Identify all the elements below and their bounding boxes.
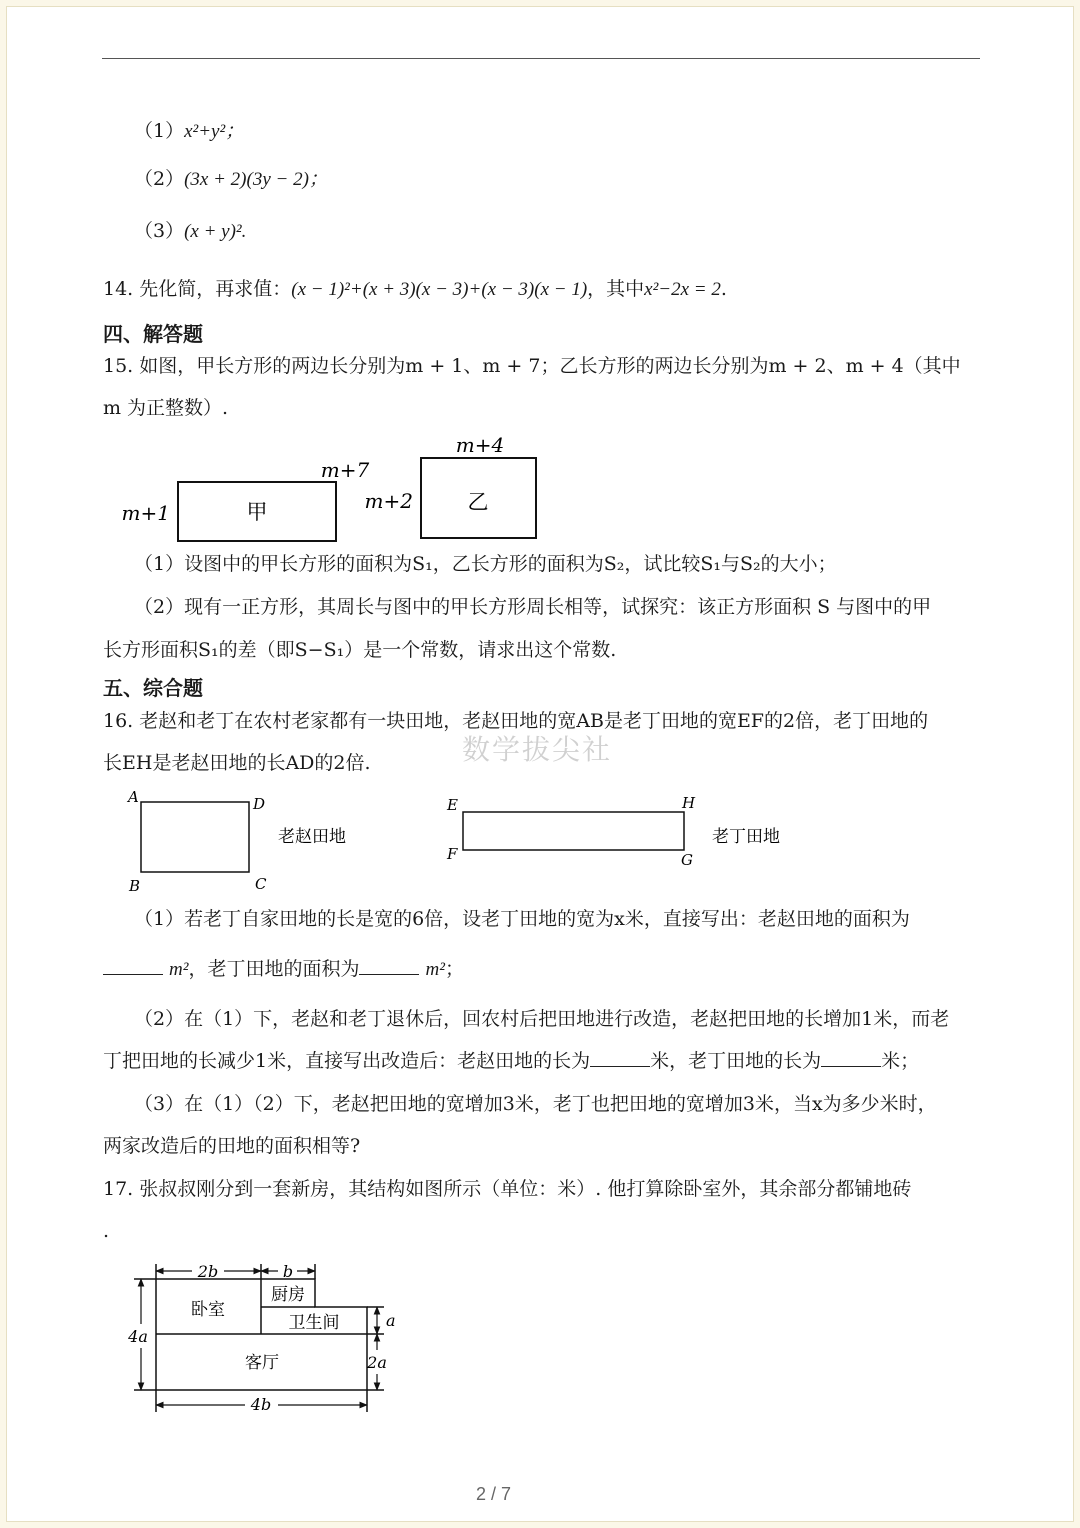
answer-blank-ding-area[interactable]	[359, 956, 419, 975]
plan-dim-4a: 4a	[128, 1327, 148, 1346]
q15-sub-2-line-1: （2）现有一正方形，其周长与图中的甲长方形周长相等，试探究：该正方形面积 S 与图中的甲	[134, 596, 932, 618]
plan-room-living: 客厅	[245, 1353, 279, 1373]
watermark: 数学拔尖社	[462, 733, 613, 766]
fig-yi-label: 乙	[467, 490, 489, 514]
q15-line-2: m 为正整数）.	[103, 397, 229, 419]
plan-dim-2a: 2a	[367, 1353, 387, 1372]
q13-item-1: （1）x²+y²；	[134, 120, 245, 142]
fig-vertex-e: E	[447, 796, 458, 814]
answer-blank-zhao-area[interactable]	[103, 956, 163, 975]
q16-line-2: 长EH是老赵田地的长AD的2倍.	[103, 752, 371, 774]
q17-line-1: 17. 张叔叔刚分到一套新房，其结构如图所示（单位：米）. 他打算除卧室外，其余部分都铺地砖	[103, 1178, 912, 1200]
q16-sub-2-line-2: 丁把田地的长减少1米，直接写出改造后：老赵田地的长为 米，老丁田地的长为 米；	[103, 1050, 920, 1072]
answer-blank-zhao-length[interactable]	[590, 1048, 650, 1067]
fig-vertex-b: B	[129, 877, 141, 895]
header-rule	[102, 58, 980, 59]
q16-sub-1-line-2: m²，老丁田地的面积为 m²；	[103, 956, 464, 983]
q15-sub-1: （1）设图中的甲长方形的面积为S₁，乙长方形的面积为S₂，试比较S₁与S₂的大小；	[134, 553, 837, 575]
q16-sub-3-line-1: （3）在（1）（2）下，老赵把田地的宽增加3米，老丁也把田地的宽增加3米，当x为多少米时，	[134, 1093, 937, 1115]
fig-vertex-c: C	[255, 875, 267, 893]
q17-floor-plan	[120, 1252, 420, 1420]
fig-yi-top-label: m+4	[455, 433, 505, 457]
q16-line-1: 16. 老赵和老丁在农村老家都有一块田地，老赵田地的宽AB是老丁田地的宽EF的2倍，老丁田地的	[103, 710, 929, 732]
page-number: 2 / 7	[476, 1484, 512, 1504]
fig-vertex-f: F	[447, 845, 458, 863]
fig-jia-left-label: m+1	[121, 501, 170, 525]
q16-sub-3-line-2: 两家改造后的田地的面积相等?	[103, 1135, 361, 1157]
fig-vertex-g: G	[681, 851, 693, 869]
q13-item-1-expr: x²+y²；	[184, 121, 245, 142]
fig-zhao-label: 老赵田地	[278, 827, 346, 847]
plan-dim-b: b	[282, 1262, 294, 1281]
fig-vertex-d: D	[253, 795, 266, 813]
q14-expr: (x − 1)²+(x + 3)(x − 3)+(x − 3)(x − 1)	[291, 279, 588, 300]
q13-item-2: （2）(3x + 2)(3y − 2)；	[134, 168, 328, 190]
fig-yi-left-label: m+2	[364, 489, 413, 513]
q13-item-3-expr: (x + y)².	[184, 221, 247, 242]
section-heading-5: 五、综合题	[103, 676, 203, 700]
fig-ding-label: 老丁田地	[712, 827, 780, 847]
answer-blank-ding-length[interactable]	[821, 1048, 881, 1067]
fig-jia-top-label: m+7	[320, 458, 370, 482]
q13-item-2-expr: (3x + 2)(3y − 2)；	[184, 169, 328, 190]
fig-vertex-h: H	[682, 794, 696, 812]
fig-zhao-rect	[141, 802, 249, 872]
plan-dim-4b: 4b	[250, 1395, 272, 1414]
plan-dim-a: a	[386, 1311, 396, 1330]
plan-room-bathroom: 卫生间	[288, 1313, 340, 1333]
q14-condition: x²−2x = 2	[644, 279, 721, 300]
q14-text: 14. 先化简，再求值：(x − 1)²+(x + 3)(x − 3)+(x − 3)(x − 1)，其中x²−2x = 2.	[103, 278, 727, 300]
q16-sub-1-line-1: （1）若老丁自家田地的长是宽的6倍，设老丁田地的宽为x米，直接写出：老赵田地的面积为	[134, 908, 910, 930]
plan-dim-2b: 2b	[197, 1262, 219, 1281]
q15-line-1: 15. 如图，甲长方形的两边长分别为m + 1、m + 7；乙长方形的两边长分别为m + 2、m + 4（其中	[103, 355, 961, 377]
q15-sub-2-line-2: 长方形面积S₁的差（即S−S₁）是一个常数，请求出这个常数.	[103, 639, 617, 661]
fig-ding-rect	[463, 812, 684, 850]
fig-vertex-a: A	[128, 788, 139, 806]
q13-item-3: （3）(x + y)².	[134, 220, 247, 242]
plan-room-kitchen: 厨房	[271, 1285, 305, 1305]
q17-line-2: .	[103, 1220, 110, 1242]
q16-figure	[120, 785, 820, 897]
q15-figure	[110, 425, 560, 545]
fig-jia-label: 甲	[246, 500, 268, 524]
plan-room-bedroom: 卧室	[191, 1300, 225, 1320]
section-heading-4: 四、解答题	[103, 322, 203, 346]
q16-sub-2-line-1: （2）在（1）下，老赵和老丁退休后，回农村后把田地进行改造，老赵把田地的长增加1米，而老	[134, 1008, 950, 1030]
